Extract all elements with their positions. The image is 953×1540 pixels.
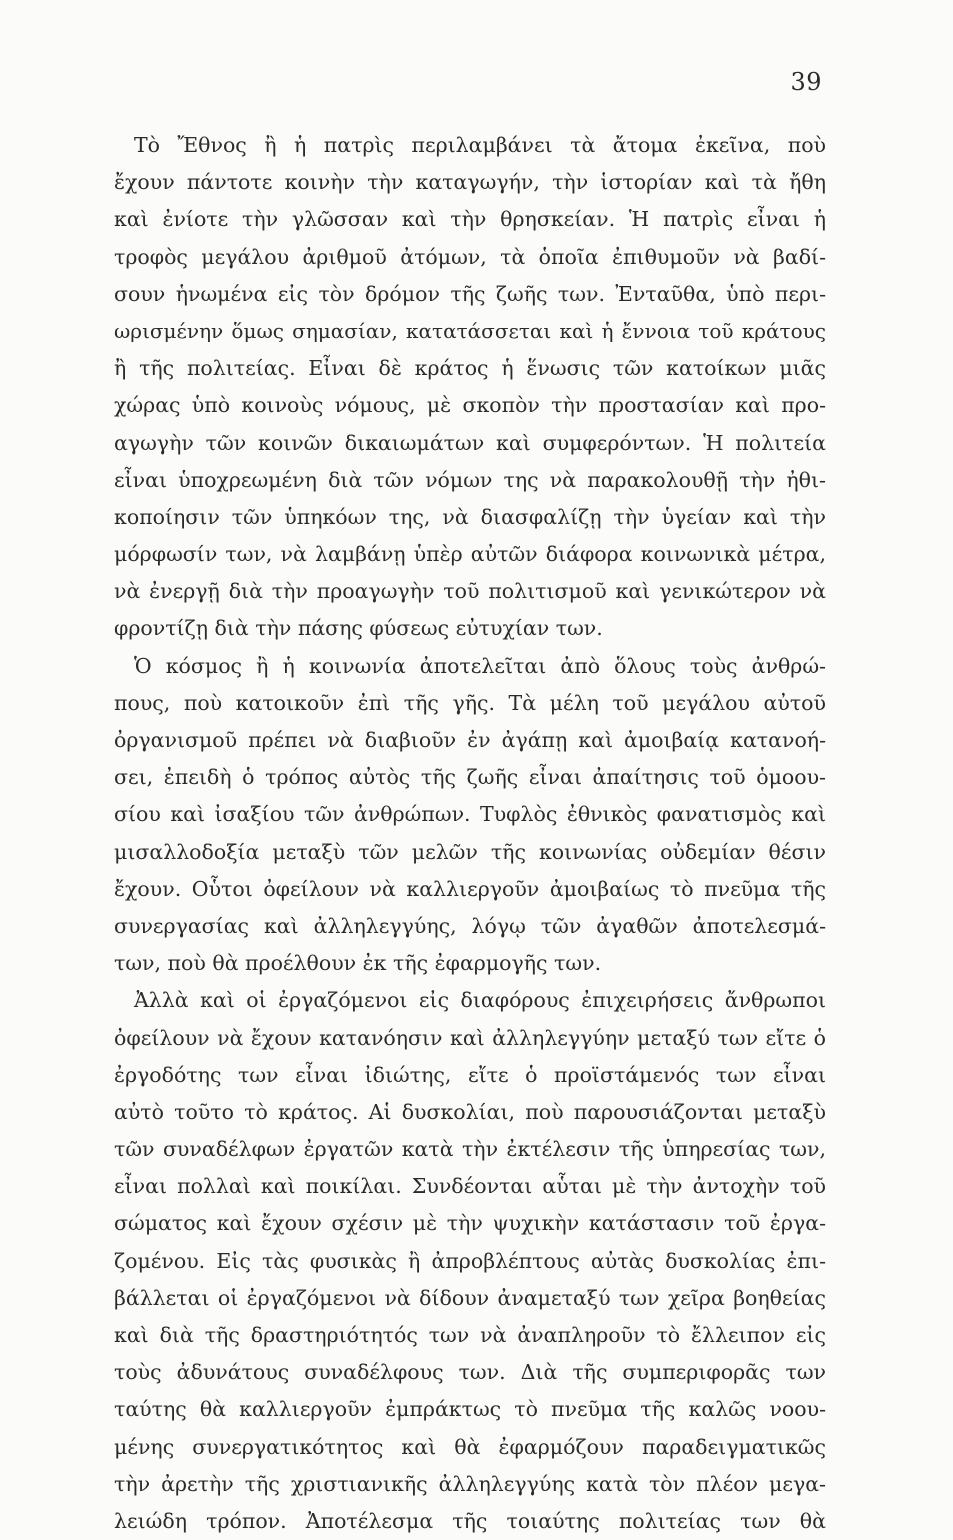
text-line: λειώδη τρόπον. Ἀποτέλεσμα τῆς τοιαύτης πολιτείας των θὰ	[114, 1508, 826, 1533]
text-line: σώματος καὶ ἔχουν σχέσιν μὲ τὴν ψυχικὴν κατάστασιν τοῦ ἐργα-	[114, 1211, 826, 1236]
text-line: πους, ποὺ κατοικοῦν ἐπὶ τῆς γῆς. Τὰ μέλη τοῦ μεγάλου αὐτοῦ	[114, 690, 826, 715]
text-line: κοποίησιν τῶν ὑπηκόων της, νὰ διασφαλίζῃ τὴν ὑγείαν καὶ τὴν	[114, 504, 826, 529]
text-line: σουν ἡνωμένα εἰς τὸν δρόμον τῆς ζωῆς των. Ἐνταῦθα, ὑπὸ περι-	[114, 281, 826, 306]
text-line: ἐργοδότης των εἶναι ἰδιώτης, εἴτε ὁ προϊστάμενός των εἶναι	[114, 1062, 826, 1087]
text-line: χώρας ὑπὸ κοινοὺς νόμους, μὲ σκοπὸν τὴν προστασίαν καὶ προ-	[114, 393, 826, 418]
text-line: τῶν συναδέλφων ἐργατῶν κατὰ τὴν ἐκτέλεσιν τῆς ὑπηρεσίας των,	[114, 1137, 826, 1162]
text-line: ωρισμένην ὅμως σημασίαν, κατατάσσεται καὶ ἡ ἔννοια τοῦ κράτους	[114, 318, 826, 343]
text-line: ἔχουν. Οὗτοι ὀφείλουν νὰ καλλιεργοῦν ἀμοιβαίως τὸ πνεῦμα τῆς	[114, 876, 826, 901]
text-line: σίου καὶ ἰσαξίου τῶν ἀνθρώπων. Τυφλὸς ἐθνικὸς φανατισμὸς καὶ	[114, 802, 826, 827]
text-line: μισαλλοδοξία μεταξὺ τῶν μελῶν τῆς κοινωνίας οὐδεμίαν θέσιν	[114, 839, 826, 864]
text-line: νὰ ἐνεργῇ διὰ τὴν προαγωγὴν τοῦ πολιτισμοῦ καὶ γενικώτερον νὰ	[114, 579, 826, 604]
text-line: Τὸ Ἔθνος ἢ ἡ πατρὶς περιλαμβάνει τὰ ἄτομα ἐκεῖνα, ποὺ	[134, 133, 826, 157]
text-line: τὴν ἀρετὴν τῆς χριστιανικῆς ἀλληλεγγύης κατὰ τὸν πλέον μεγα-	[114, 1471, 826, 1496]
text-line: εἶναι ὑποχρεωμένη διὰ τῶν νόμων της νὰ παρακολουθῇ τὴν ἠθι-	[114, 467, 826, 492]
text-line: ἢ τῆς πολιτείας. Εἶναι δὲ κράτος ἡ ἕνωσις τῶν κατοίκων μιᾶς	[114, 356, 826, 381]
text-line: Ἀλλὰ καὶ οἱ ἐργαζόμενοι εἰς διαφόρους ἐπιχειρήσεις ἄνθρωποι	[134, 988, 826, 1013]
text-line: τροφὸς μεγάλου ἀριθμοῦ ἀτόμων, τὰ ὁποῖα ἐπιθυμοῦν νὰ βαδί-	[114, 244, 826, 269]
text-line: ταύτης θὰ καλλιεργοῦν ἐμπράκτως τὸ πνεῦμα τῆς καλῶς νοου-	[114, 1397, 826, 1422]
text-line: σει, ἐπειδὴ ὁ τρόπος αὐτὸς τῆς ζωῆς εἶναι ἀπαίτησις τοῦ ὁμοου-	[114, 765, 826, 790]
page-number: 39	[790, 68, 822, 96]
text-line: καὶ ἐνίοτε τὴν γλῶσσαν καὶ τὴν θρησκείαν. Ἡ πατρὶς εἶναι ἡ	[114, 207, 826, 232]
text-line: φροντίζῃ διὰ τὴν πάσης φύσεως εὐτυχίαν των.	[114, 616, 603, 641]
text-line: μένης συνεργατικότητος καὶ θὰ ἐφαρμόζουν παραδειγματικῶς	[114, 1434, 826, 1459]
text-line: αγωγὴν τῶν κοινῶν δικαιωμάτων καὶ συμφερόντων. Ἡ πολιτεία	[114, 430, 826, 455]
text-line: εἶναι πολλαὶ καὶ ποικίλαι. Συνδέονται αὗται μὲ τὴν ἀντοχὴν τοῦ	[114, 1174, 826, 1199]
text-line: συνεργασίας καὶ ἀλληλεγγύης, λόγῳ τῶν ἀγαθῶν ἀποτελεσμά-	[114, 913, 826, 938]
text-line: Ὁ κόσμος ἢ ἡ κοινωνία ἀποτελεῖται ἀπὸ ὅλους τοὺς ἀνθρώ-	[134, 653, 826, 678]
text-line: ἔχουν πάντοτε κοινὴν τὴν καταγωγήν, τὴν ἱστορίαν καὶ τὰ ἤθη	[114, 170, 826, 195]
text-line: ζομένου. Εἰς τὰς φυσικὰς ἢ ἀπροβλέπτους αὐτὰς δυσκολίας ἐπι-	[114, 1248, 826, 1273]
text-line: αὐτὸ τοῦτο τὸ κράτος. Αἱ δυσκολίαι, ποὺ παρουσιάζονται μεταξὺ	[114, 1099, 826, 1124]
text-line: των, ποὺ θὰ προέλθουν ἐκ τῆς ἐφαρμογῆς των.	[114, 951, 602, 976]
text-line: ὀργανισμοῦ πρέπει νὰ διαβιοῦν ἐν ἀγάπῃ καὶ ἀμοιβαίᾳ κατανοή-	[114, 728, 826, 752]
text-line: καὶ διὰ τῆς δραστηριότητός των νὰ ἀναπληροῦν τὸ ἔλλειπον εἰς	[114, 1323, 826, 1347]
text-line: μόρφωσίν των, νὰ λαμβάνῃ ὑπὲρ αὐτῶν διάφορα κοινωνικὰ μέτρα,	[114, 542, 826, 567]
body-text	[114, 127, 826, 1540]
text-line: βάλλεται οἱ ἐργαζόμενοι νὰ δίδουν ἀναμεταξύ των χεῖρα βοηθείας	[114, 1285, 826, 1310]
text-line: τοὺς ἀδυνάτους συναδέλφους των. Διὰ τῆς συμπεριφορᾶς των	[114, 1360, 826, 1385]
text-line: ὀφείλουν νὰ ἔχουν κατανόησιν καὶ ἀλληλεγγύην μεταξύ των εἴτε ὁ	[114, 1025, 826, 1050]
